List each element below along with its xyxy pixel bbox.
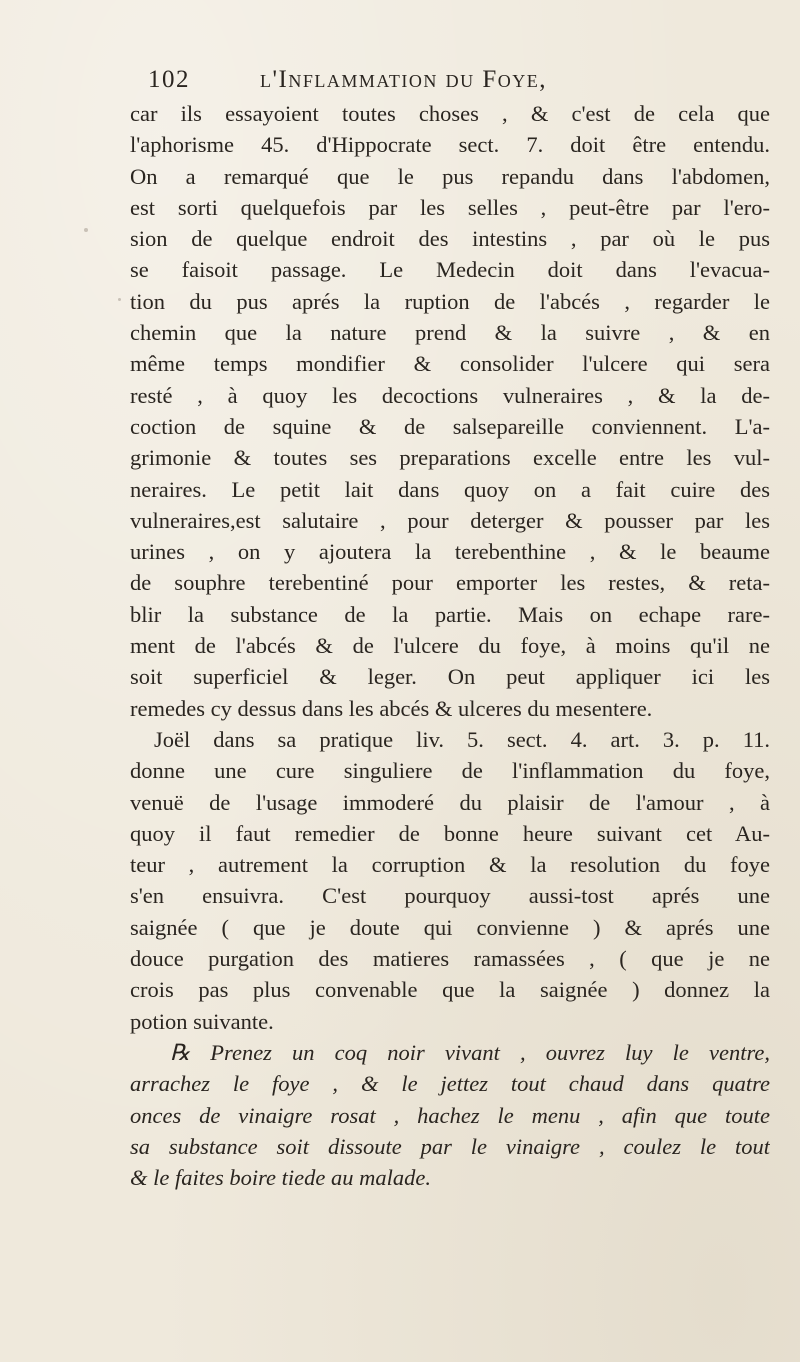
recipe-line: arrachez le foye , & le jettez tout chaud dans quatre [130,1071,770,1097]
recipe-line: onces de vinaigre rosat , hachez le menu , afin que toute [130,1102,770,1128]
page-header [148,66,768,100]
text-line: douce purgation des matieres ramassées , ( que je ne [130,946,770,972]
text-line: blir la substance de la partie. Mais on echape rare- [130,601,770,627]
text-line: coction de squine & de salsepareille conviennent. L'a- [130,413,770,439]
text-line: crois pas plus convenable que la saignée ) donnez la [130,977,770,1003]
text-line: tion du pus aprés la ruption de l'abcés , regarder le [130,288,770,314]
text-line: sion de quelque endroit des intestins , par où le pus [130,226,770,252]
text-line: urines , on y ajoutera la terebenthine , & le beaume [130,539,770,565]
text-line: grimonie & toutes ses preparations excelle entre les vul- [130,445,770,471]
text-line: neraires. Le petit lait dans quoy on a fait cuire des [130,476,770,502]
text-line: venuë de l'usage immoderé du plaisir de l'amour , à [130,789,770,815]
text-line: Joël dans sa pratique liv. 5. sect. 4. art. 3. p. 11. [154,726,770,752]
text-line: resté , à quoy les decoctions vulneraires , & la de- [130,382,770,408]
text-line: se faisoit passage. Le Medecin doit dans l'evacua- [130,257,770,283]
paper-spot [118,298,121,301]
text-line: soit superficiel & leger. On peut appliquer ici les [130,664,770,690]
text-line: On a remarqué que le pus repandu dans l'abdomen, [130,163,770,189]
text-line: de souphre terebentiné pour emporter les restes, & reta- [130,570,770,596]
text-line: est sorti quelquefois par les selles , peut-être par l'ero- [130,194,770,220]
page-number: 102 [148,66,190,93]
text-line: donne une cure singuliere de l'inflammation du foye, [130,758,770,784]
text-line: ment de l'abcés & de l'ulcere du foye, à moins qu'il ne [130,633,770,659]
text-line: même temps mondifier & consolider l'ulcere qui sera [130,351,770,377]
text-line: car ils essayoient toutes choses , & c'est de cela que [130,101,770,126]
text-line: vulneraires,est salutaire , pour deterger & pousser par les [130,507,770,533]
text-line: l'aphorisme 45. d'Hippocrate sect. 7. doit être entendu. [130,132,770,158]
text-line: teur , autrement la corruption & la resolution du foye [130,852,770,878]
text-line: saignée ( que je doute qui convienne ) & aprés une [130,914,770,940]
recipe-line: sa substance soit dissoute par le vinaigre , coulez le tout [130,1133,770,1159]
text-line: quoy il faut remedier de bonne heure suivant cet Au- [130,820,770,846]
recipe-line: ℞ Prenez un coq noir vivant , ouvrez luy le ventre, [170,1039,770,1065]
body-text [130,98,770,1193]
text-line: remedes cy dessus dans les abcés & ulceres du mesentere. [130,695,653,721]
text-line: chemin que la nature prend & la suivre , & en [130,320,770,346]
text-line: s'en ensuivra. C'est pourquoy aussi-tost aprés une [130,883,770,909]
running-title: l'Inflammation du Foye, [260,66,547,93]
recipe-line: & le faites boire tiede au malade. [130,1165,431,1191]
text-line: potion suivante. [130,1008,274,1034]
paper-spot [84,228,88,232]
